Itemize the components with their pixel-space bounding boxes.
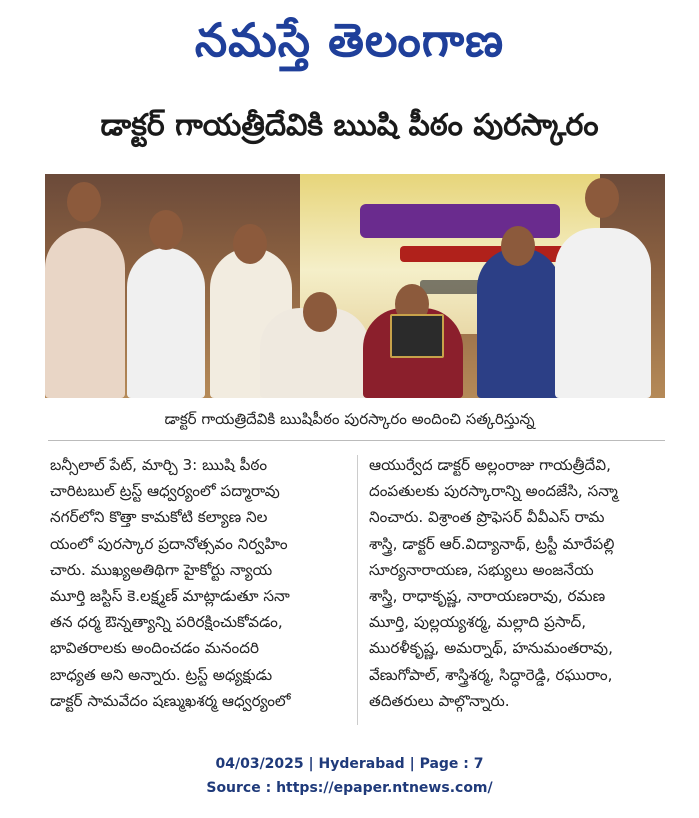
article-text-line: మురళీకృష్ణ, అమర్నాథ్, హనుమంతరావు,	[369, 639, 613, 658]
article-text-line: మూర్తి జస్టిస్ కె.లక్ష్మణ్ మాట్లాడుతూ సనా	[50, 587, 290, 606]
article-text-line: మూర్తి, పుల్లయ్యశర్మ, మల్లాది ప్రసాద్,	[369, 613, 587, 632]
article-text-line: చారిటబుల్ ట్రస్ట్ ఆధ్వర్యంలో పద్మారావు	[50, 482, 280, 501]
person-figure	[45, 228, 125, 398]
article-text-line: దంపతులకు పురస్కారాన్ని అందజేసి, సన్మా	[369, 482, 618, 501]
person-figure	[127, 248, 205, 398]
event-photo	[45, 174, 665, 398]
article-text-line: నించారు. విశ్రాంత ప్రొఫెసర్ వీవీఎస్ రామ	[369, 508, 605, 527]
article-text-line: బన్సీలాల్ పేట్, మార్చి 3: ఋషి పీఠం	[50, 456, 268, 474]
person-figure	[477, 248, 561, 398]
photo-caption: డాక్టర్ గాయత్రిదేవికి ఋషిపీఠం పురస్కారం అందించి సత్కరిస్తున్న	[164, 410, 535, 428]
article-text-line: వేణుగోపాల్, శాస్త్రిశర్మ, సిద్ధారెడ్డి, రఘురాం,	[369, 665, 613, 684]
award-plaque	[390, 314, 444, 358]
person-head	[585, 178, 619, 218]
masthead-title: నమస్తే తెలంగాణ	[194, 13, 505, 67]
article-text-line: శాస్త్రి, రాధాకృష్ణ, నారాయణరావు, రమణ	[369, 587, 606, 606]
person-head	[149, 210, 183, 250]
person-head	[233, 224, 267, 264]
article-text-line: యంలో పురస్కార ప్రదానోత్సవం నిర్వహిం	[50, 534, 288, 553]
article-text-line: చారు. ముఖ్యఅతిథిగా హైకోర్టు న్యాయ	[50, 560, 273, 579]
person-head	[501, 226, 535, 266]
article-text-line: బాధ్యత అని అన్నారు. ట్రస్ట్ అధ్యక్షుడు	[50, 665, 273, 684]
article-column-left	[50, 452, 350, 714]
person-head	[303, 292, 337, 332]
source-link[interactable]: Source : https://epaper.ntnews.com/	[206, 780, 493, 796]
person-figure	[555, 228, 651, 398]
column-divider	[357, 455, 358, 725]
article-text-line: శాస్త్రి, డాక్టర్ ఆర్.విద్యానాథ్, ట్రస్టీ మారేపల్లి	[369, 534, 615, 553]
article-text-line: తన ధర్మ ఔన్నత్యాన్ని పరిరక్షించుకోవడం,	[50, 613, 283, 632]
newspaper-masthead	[0, 6, 699, 74]
article-text-line: నగర్‌లోని కొత్తా కామకోటి కల్యాణ నిల	[50, 508, 268, 527]
article-text-line: డాక్టర్ సామవేదం షణ్ముఖశర్మ ఆధ్వర్యంలో	[50, 691, 291, 710]
article-text-line: ఆయుర్వేద డాక్టర్ అల్లంరాజు గాయత్రీదేవి,	[369, 456, 611, 474]
article-text-line: భావితరాలకు అందించడం మనందరి	[50, 639, 259, 658]
divider	[48, 440, 665, 441]
article-column-right	[369, 452, 669, 714]
article-headline: డాక్టర్ గాయత్రీదేవికి ఋషి పీఠం పురస్కారం	[100, 108, 599, 143]
article-text-line: తదితరులు పాల్గొన్నారు.	[369, 691, 510, 710]
edition-info: 04/03/2025 | Hyderabad | Page : 7	[215, 756, 484, 772]
person-head	[67, 182, 101, 222]
article-text-line: సూర్యనారాయణ, సభ్యులు అంజనేయ	[369, 560, 594, 579]
